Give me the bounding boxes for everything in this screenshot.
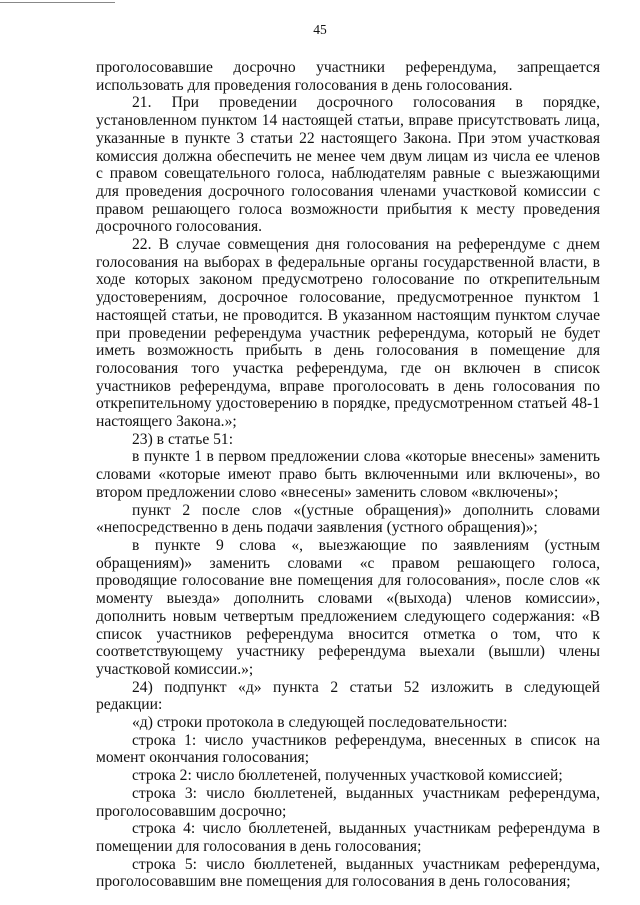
paragraph-item-21: 21. При проведении досрочного голосования в порядке, установленном пунктом 14 настоящей статьи, вправе присутствовать лица, указанные в пункте 3 статьи 22 настоящего Закона. При этом участковая комиссия должна обеспечить не менее чем двум лицам из числа ее членов с правом совещательного голоса, наблюдателям равные с выезжающими для проведения досрочного голосования членами участковой комиссии с правом решающего голоса возможности прибытия к месту проведения досрочного голосования.	[96, 94, 600, 236]
page-number: 45	[313, 22, 327, 37]
paragraph-line-2: строка 2: число бюллетеней, полученных участковой комиссией;	[132, 767, 563, 785]
paragraph-continuation: проголосовавшие досрочно участники референдума, запрещается использовать для проведения голосования в день голосования.	[96, 59, 600, 94]
paragraph-article51-point9: в пункте 9 слова «, выезжающие по заявлениям (устным обращениям)» заменить словами «с правом решающего голоса, проводящие голосование вне помещения для голосования», после слов «к моменту выезда» дополнить словами «(выхода) членов комиссии», дополнить новым четвертым предложением следующего содержания: «В список участников референдума вносится отметка о том, что к соответствующему участнику референдума выехали (вышли) члены участковой комиссии.»;	[96, 536, 600, 678]
paragraph-item-22: 22. В случае совмещения дня голосования на референдуме с днем голосования на выборах в федеральные органы государственной власти, в ходе которых законом предусмотрено голосование по открепительным удостоверениям, досрочное голосование, предусмотренное пунктом 1 настоящей статьи, не проводится. В указанном настоящим пунктом случае при проведении референдума участник референдума, который не будет иметь возможность прибыть в день голосования в помещение для голосования того участка референдума, где он включен в список участников референдума, вправе проголосовать в день голосования по открепительному удостоверению в порядке, предусмотренном статьей 48-1 настоящего Закона.»;	[96, 236, 600, 431]
paragraph-article51-point2: пункт 2 после слов «(устные обращения)» дополнить словами «непосредственно в день подачи заявления (устного обращения)»;	[96, 501, 600, 537]
paragraph-line-1: строка 1: число участников референдума, внесенных в список на момент окончания голосования;	[96, 731, 600, 767]
paragraph-line-4: строка 4: число бюллетеней, выданных участникам референдума в помещении для голосования в день голосования;	[96, 820, 600, 855]
paragraph-line-3: строка 3: число бюллетеней, выданных участникам референдума, проголосовавшим досрочно;	[96, 784, 600, 820]
paragraph-item-23: 23) в статье 51:	[132, 430, 234, 448]
paragraph-item-24: 24) подпункт «д» пункта 2 статьи 52 изложить в следующей редакции:	[96, 678, 600, 714]
paragraph-article51-point1: в пункте 1 в первом предложении слова «которые внесены» заменить словами «которые имеют право быть включенными или включены», во втором предложении слово «внесены» заменить словом «включены»;	[96, 448, 600, 501]
paragraph-subitem-d: «д) строки протокола в следующей последовательности:	[132, 714, 508, 732]
corner-rule	[0, 2, 115, 3]
document-body	[96, 59, 600, 891]
paragraph-line-5: строка 5: число бюллетеней, выданных участникам референдума, проголосовавшим вне помещения для голосования в день голосования;	[96, 855, 600, 891]
